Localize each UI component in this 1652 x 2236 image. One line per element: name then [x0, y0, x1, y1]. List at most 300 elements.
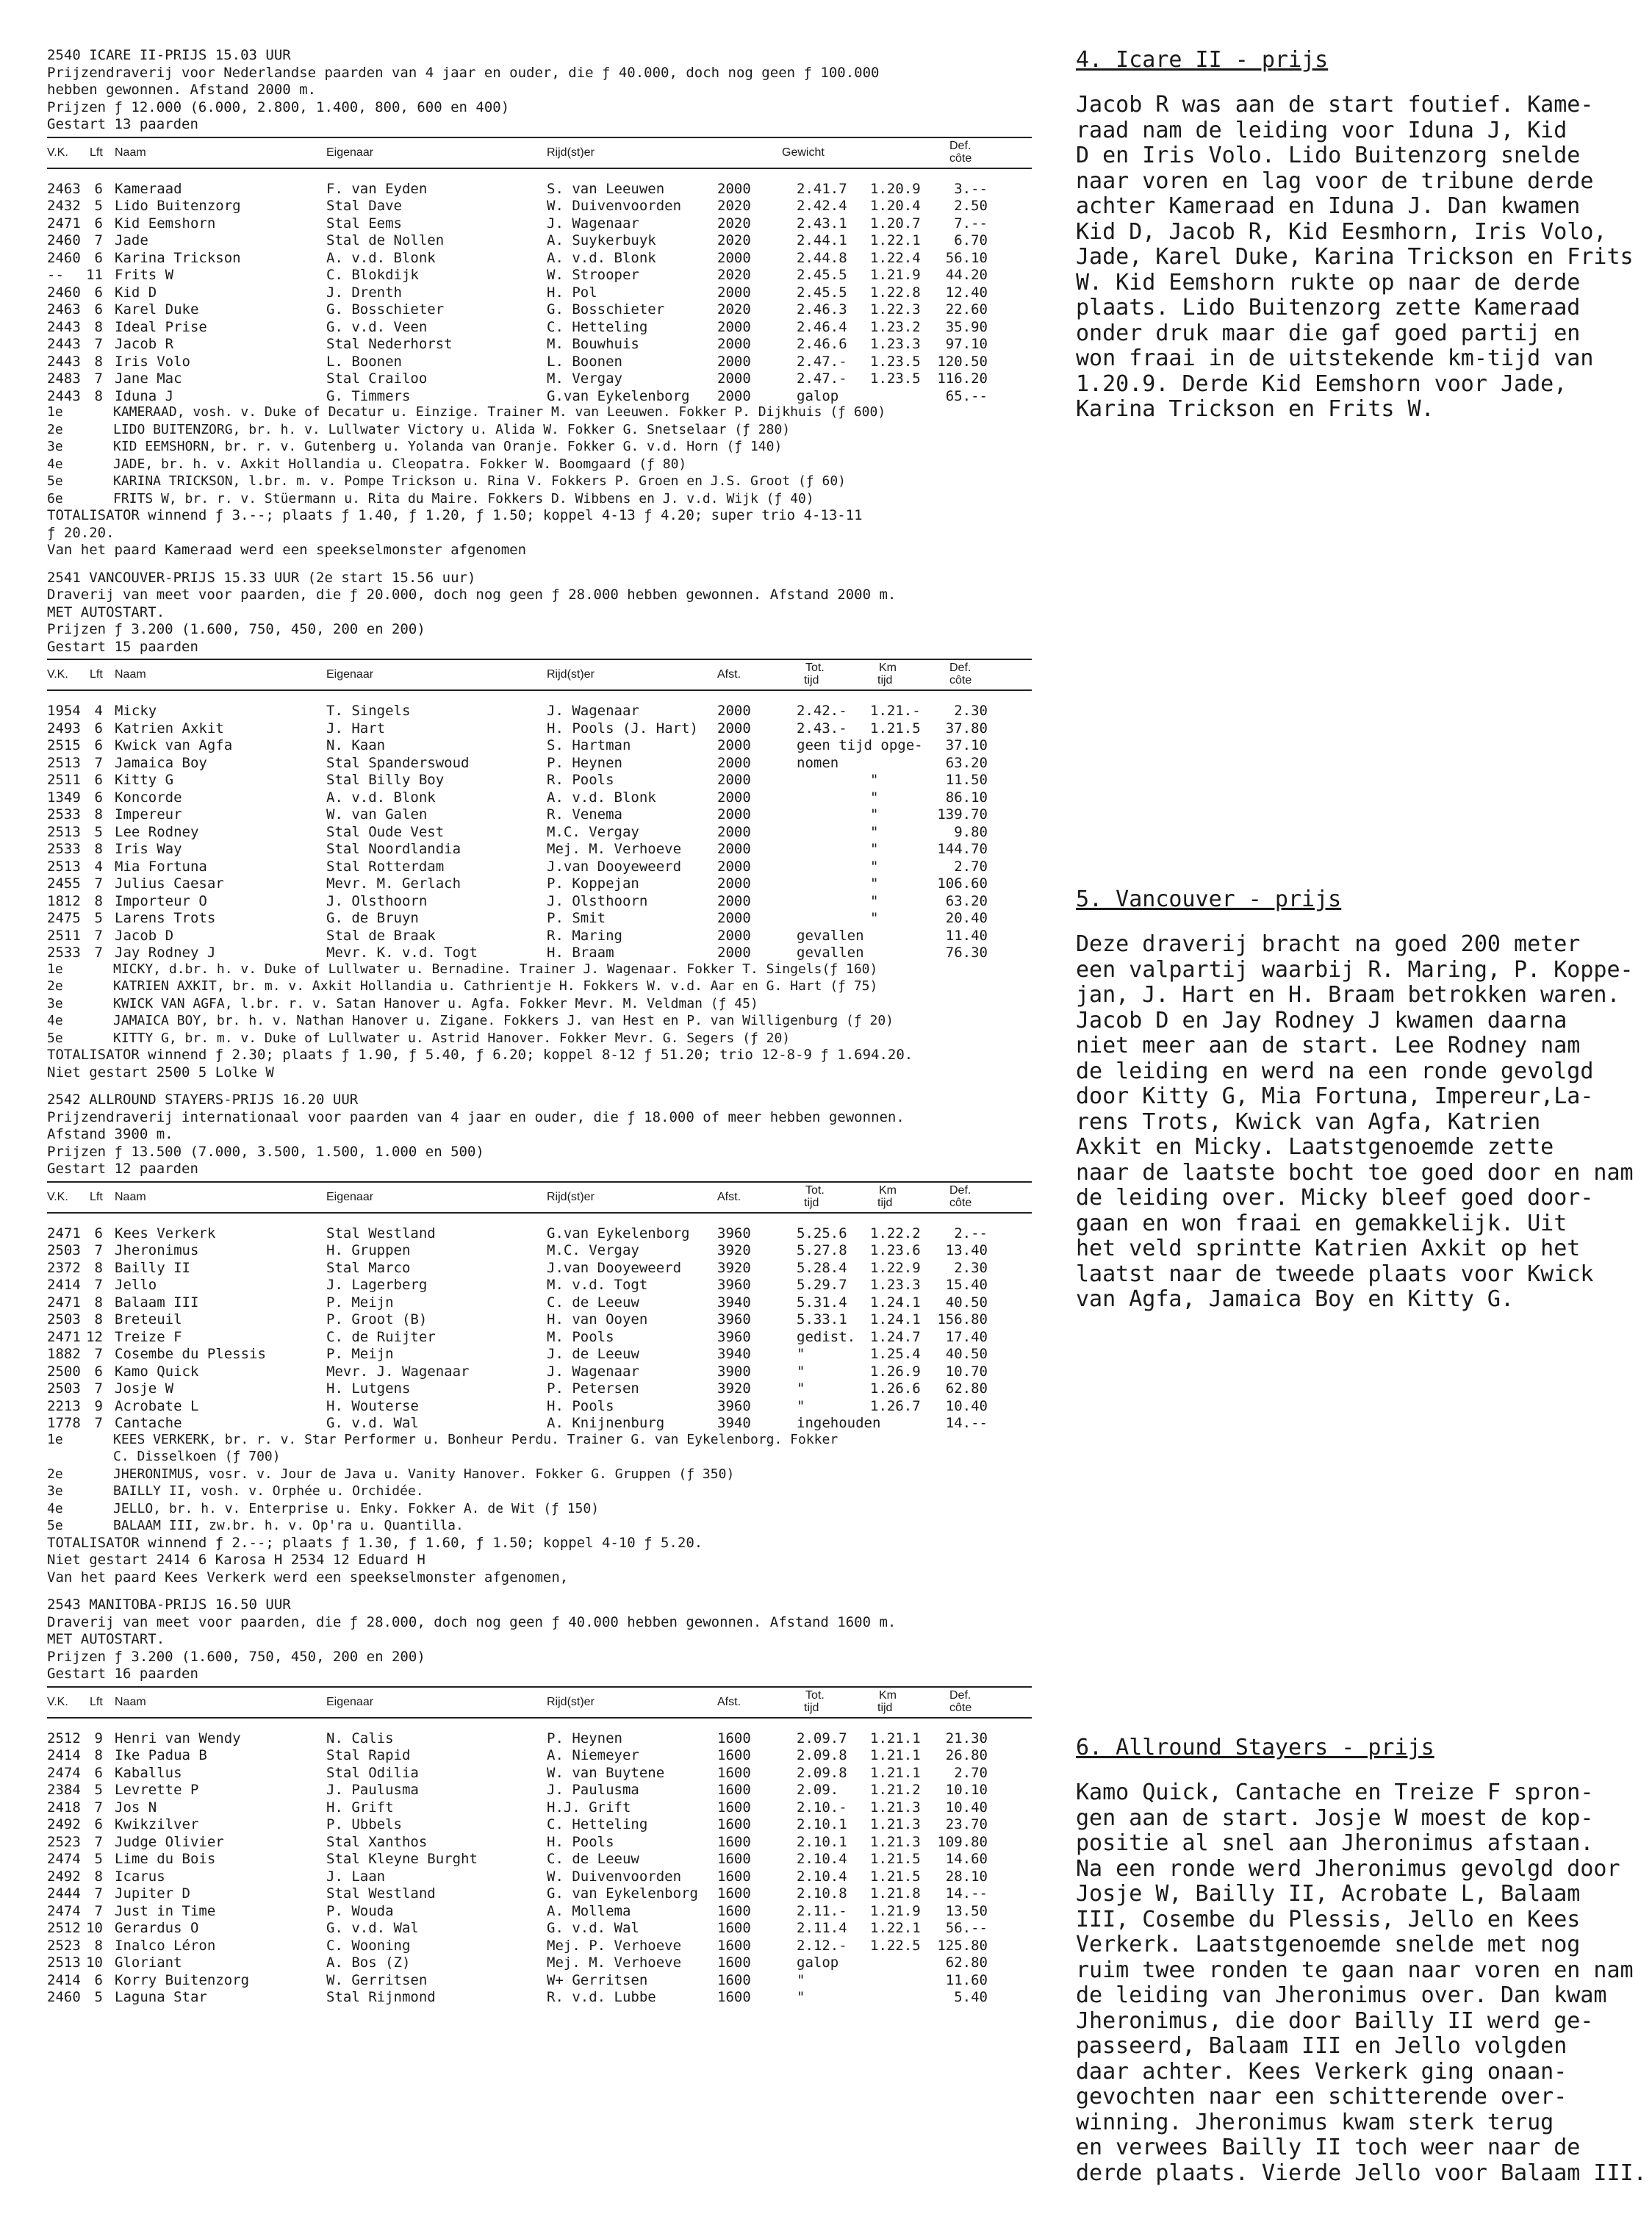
report-line: Kid D, Jacob R, Kid Eesmhorn, Iris Volo,: [1076, 218, 1607, 245]
cell: 2443: [47, 387, 81, 404]
cell: 2000: [717, 841, 751, 857]
table-row: [47, 1258, 1032, 1276]
placing: 6e: [47, 490, 63, 506]
header-k2: tijd: [877, 1196, 893, 1209]
cell: 3920: [717, 1259, 751, 1276]
cell: ": [870, 789, 879, 806]
section-title: 5. Vancouver - prijs: [1076, 886, 1342, 912]
result-text: JELLO, br. h. v. Enterprise u. Enky. Fokker A. de Wit (ƒ 150): [113, 1500, 600, 1516]
cell: 1600: [717, 1747, 751, 1763]
placing: 4e: [47, 1013, 63, 1028]
cell: H.J. Grift: [547, 1799, 631, 1816]
report-line: de leiding van Jheronimus over. Dan kwam: [1076, 1982, 1607, 2008]
cell: 8: [94, 1259, 103, 1276]
cell: 6: [94, 720, 103, 737]
cell: Cosembe du Plessis: [115, 1346, 266, 1362]
cell: 1.22.9: [870, 1259, 921, 1276]
report-line: de leiding over. Micky bleef goed door-: [1076, 1185, 1594, 1211]
cell: N. Kaan: [326, 737, 386, 753]
cell: 2500: [47, 1363, 81, 1380]
cell: 2503: [47, 1242, 81, 1258]
cell: 2.43.-: [797, 720, 847, 737]
report-line: Na een ronde werd Jheronimus gevolgd door: [1076, 1855, 1620, 1882]
report-line: positie al snel aan Jheronimus afstaan.: [1076, 1830, 1594, 1856]
cell: Iris Volo: [115, 353, 190, 370]
cell: 2418: [47, 1799, 81, 1816]
cell: 2513: [47, 823, 81, 840]
header-rijd: Rijd(st)er: [547, 1695, 595, 1708]
result-line: [47, 995, 1032, 1013]
cell: nomen: [797, 754, 839, 771]
placing: 4e: [47, 456, 63, 472]
cell: Jheronimus: [115, 1242, 199, 1258]
cell: 2.09.8: [797, 1747, 847, 1763]
placing: 1e: [47, 404, 63, 420]
cell: M. Vergay: [547, 370, 622, 387]
cell: Iduna J: [115, 387, 174, 404]
cell: Treize F: [115, 1328, 182, 1345]
report-line: gaan en won fraai en gemakkelijk. Uit: [1076, 1210, 1567, 1236]
cell: 1600: [717, 1730, 751, 1746]
placing: 5e: [47, 1030, 63, 1046]
header-rijd: Rijd(st)er: [547, 146, 595, 159]
race-intro-line: Draverij van meet voor paarden, die ƒ 28.000, doch nog geen ƒ 40.000 hebben gewonnen. Afstand 1600 m.: [47, 1613, 897, 1630]
cell: A. Knijnenburg: [547, 1415, 665, 1431]
cell: 2000: [717, 927, 751, 944]
cell: 14.--: [945, 1415, 988, 1431]
cell: 1.22.1: [870, 1920, 921, 1936]
result-text: JAMAICA BOY, br. h. v. Nathan Hanover u. Zigane. Fokkers J. van Hest en P. van Willigenburg (ƒ 20): [113, 1013, 894, 1028]
cell: Stal Westland: [326, 1225, 436, 1241]
cell: 2.45.5: [797, 284, 847, 301]
header-d2: côte: [949, 151, 972, 165]
cell: 1600: [717, 1937, 751, 1954]
cell: 1600: [717, 1954, 751, 1971]
race-intro-line: Afstand 3900 m.: [47, 1126, 173, 1142]
cell: Iris Way: [115, 841, 182, 857]
cell: Jamaica Boy: [115, 754, 207, 771]
cell: 1600: [717, 1764, 751, 1781]
cell: Stal Spanderswoud: [326, 754, 470, 771]
table-row: [47, 318, 1032, 335]
report-section: [1076, 1735, 1647, 2186]
table-row: [47, 369, 1032, 387]
cell: 1.23.2: [870, 318, 921, 335]
table-row: [47, 1815, 1032, 1832]
cell: 63.20: [945, 892, 988, 909]
cell: H. Braam: [547, 945, 614, 961]
result-text: KID EEMSHORN, br. r. v. Gutenberg u. Yolanda van Oranje. Fokker G. v.d. Horn (ƒ 140): [113, 439, 783, 454]
cell: H. Wouterse: [326, 1397, 419, 1414]
report-line: rens Trots, Kwick van Agfa, Katrien: [1076, 1108, 1541, 1135]
header-eig: Eigenaar: [326, 1695, 374, 1708]
table-row: [47, 1884, 1032, 1902]
cell: 6: [94, 249, 103, 266]
table-row: [47, 1780, 1032, 1798]
cell: S. van Leeuwen: [547, 180, 665, 197]
table-row: [47, 788, 1032, 806]
cell: 7: [94, 336, 103, 352]
cell: H. Gruppen: [326, 1242, 411, 1258]
cell: 2000: [717, 353, 751, 370]
report-line: Karina Trickson en Frits W.: [1076, 396, 1434, 422]
cell: J. Lagerberg: [326, 1277, 428, 1293]
result-text: KAMERAAD, vosh. v. Duke of Decatur u. Einzige. Trainer M. van Leeuwen. Fokker P. Dijkhuis (ƒ 600): [113, 404, 886, 420]
cell: 4: [94, 858, 103, 875]
cell: Stal Marco: [326, 1259, 411, 1276]
cell: ": [870, 772, 879, 788]
cell: G. v.d. Veen: [326, 318, 428, 335]
report-line: daar achter. Kees Verkerk ging onaan-: [1076, 2058, 1567, 2085]
cell: Stal Odilia: [326, 1764, 419, 1781]
report-line: gevochten naar een schitterende over-: [1076, 2084, 1567, 2110]
cell: M.C. Vergay: [547, 823, 639, 840]
cell: Jacob R: [115, 336, 174, 352]
table-row: [47, 352, 1032, 370]
cell: 2000: [717, 737, 751, 753]
result-line: [47, 473, 1032, 490]
cell: 2.10.-: [797, 1799, 847, 1816]
result-line: [47, 1500, 1032, 1518]
cell: 2000: [717, 720, 751, 737]
header-vk: V.K.: [47, 1695, 68, 1708]
table-row: [47, 334, 1032, 352]
cell: A. Suykerbuyk: [547, 232, 656, 248]
cell: 44.20: [945, 267, 988, 283]
report-line: Jade, Karel Duke, Karina Trickson en Frits: [1076, 244, 1634, 270]
cell: Gerardus O: [115, 1920, 199, 1936]
cell: 7: [94, 1277, 103, 1293]
cell: 2020: [717, 198, 751, 214]
cell: 5.27.8: [797, 1242, 847, 1258]
cell: 8: [94, 353, 103, 370]
header-naam: Naam: [115, 146, 146, 159]
cell: Frits W: [115, 267, 174, 283]
cell: ": [797, 1380, 805, 1397]
cell: 6: [94, 284, 103, 301]
cell: G. v.d. Wal: [547, 1920, 639, 1936]
cell: 1600: [717, 1989, 751, 2005]
cell: P. Heynen: [547, 1730, 622, 1746]
table-row: [47, 1798, 1032, 1816]
cell: 37.80: [945, 720, 988, 737]
cell: 2213: [47, 1397, 81, 1414]
cell: Mej. M. Verhoeve: [547, 1954, 682, 1971]
cell: 56.10: [945, 249, 988, 266]
cell: galop: [797, 387, 839, 404]
cell: A. Mollema: [547, 1902, 631, 1919]
result-line: [47, 978, 1032, 995]
cell: C. de Leeuw: [547, 1851, 639, 1867]
header-t2: tijd: [804, 674, 819, 687]
cell: 3960: [717, 1225, 751, 1241]
cell: 2.46.6: [797, 336, 847, 352]
cell: Just in Time: [115, 1902, 216, 1919]
cell: 21.30: [945, 1730, 988, 1746]
report-line: W. Kid Eemshorn rukte op naar de derde: [1076, 269, 1581, 295]
cell: 5.25.6: [797, 1225, 847, 1241]
cell: 2414: [47, 1747, 81, 1763]
cell: Stal de Nollen: [326, 232, 445, 248]
race-footer-line: TOTALISATOR winnend ƒ 2.--; plaats ƒ 1.30, ƒ 1.60, ƒ 1.50; koppel 4-10 ƒ 5.20.: [47, 1534, 703, 1551]
header-naam: Naam: [115, 1695, 146, 1708]
table-row: [47, 1379, 1032, 1397]
cell: 8: [94, 841, 103, 857]
cell: H. Pol: [547, 284, 597, 301]
cell: 2492: [47, 1868, 81, 1885]
cell: 8: [94, 318, 103, 335]
race-intro-line: MET AUTOSTART.: [47, 1631, 165, 1647]
result-text: JHERONIMUS, vosr. v. Jour de Java u. Vanity Hanover. Fokker G. Gruppen (ƒ 350): [113, 1466, 735, 1482]
cell: 1600: [717, 1833, 751, 1850]
table-row: [47, 196, 1032, 214]
cell: 144.70: [937, 841, 988, 857]
report-line: en verwees Bailly II toch weer naar de: [1076, 2135, 1581, 2160]
cell: G.van Eykelenborg: [547, 1225, 690, 1241]
cell: ": [797, 1397, 805, 1414]
cell: 9: [94, 1397, 103, 1414]
cell: 2000: [717, 318, 751, 335]
cell: 2460: [47, 249, 81, 266]
table-row: [47, 214, 1032, 232]
cell: Stal Kleyne Burght: [326, 1851, 478, 1867]
cell: 1.20.9: [870, 180, 921, 197]
cell: 2414: [47, 1277, 81, 1293]
cell: Kees Verkerk: [115, 1225, 216, 1241]
results-column: [47, 47, 1032, 2015]
race-footer-line: Van het paard Kees Verkerk werd een speekselmonster afgenomen,: [47, 1569, 569, 1585]
header-rijd: Rijd(st)er: [547, 668, 595, 681]
race-intro-line: 2542 ALLROUND STAYERS-PRIJS 16.20 UUR: [47, 1092, 359, 1108]
cell: Stal Noordlandia: [326, 841, 462, 857]
cell: 5: [94, 1851, 103, 1867]
cell: 9.80: [954, 823, 988, 840]
placing: 2e: [47, 978, 63, 994]
header-d1: Def.: [949, 1183, 972, 1197]
result-line: [47, 421, 1032, 439]
cell: 3960: [717, 1311, 751, 1327]
cell: 2000: [717, 249, 751, 266]
cell: 2471: [47, 1225, 81, 1241]
cell: 1.24.1: [870, 1311, 921, 1327]
cell: P. Wouda: [326, 1902, 394, 1919]
table-header: [47, 1686, 1032, 1719]
cell: 7: [94, 754, 103, 771]
cell: 1.20.7: [870, 215, 921, 232]
table-header: [47, 659, 1032, 691]
cell: 10: [86, 1920, 103, 1936]
cell: 7: [94, 1885, 103, 1902]
report-line: jan, J. Hart en H. Braam betrokken waren.: [1076, 982, 1620, 1008]
result-text: KATRIEN AXKIT, br. m. v. Axkit Hollandia u. Cathrientje H. Fokkers W. v.d. Aar en G. Hart (ƒ 75): [113, 978, 878, 994]
cell: ": [870, 841, 879, 857]
table-row: [47, 857, 1032, 875]
table-row: [47, 1902, 1032, 1919]
placing: 4e: [47, 1500, 63, 1516]
result-text: KARINA TRICKSON, l.br. m. v. Pompe Trickson u. Rina V. Fokkers P. Groen en J.S. Groot (ƒ 60): [113, 473, 846, 489]
cell: 2511: [47, 772, 81, 788]
cell: 12.40: [945, 284, 988, 301]
cell: ingehouden: [797, 1415, 881, 1431]
cell: 6: [94, 180, 103, 197]
cell: 11.60: [945, 1971, 988, 1988]
cell: --: [47, 267, 64, 283]
cell: 8: [94, 1311, 103, 1327]
cell: 2.44.1: [797, 232, 847, 248]
table-row: [47, 283, 1032, 301]
cell: 2000: [717, 806, 751, 823]
cell: 6: [94, 1764, 103, 1781]
report-line: Josje W, Bailly II, Acrobate L, Balaam: [1076, 1881, 1581, 1907]
result-text: KITTY G, br. m. v. Duke of Lullwater u. Astrid Hanover. Fokker Mevr. G. Segers (ƒ 20): [113, 1030, 791, 1046]
table-row: [47, 1918, 1032, 1936]
race-footer-line: TOTALISATOR winnend ƒ 3.--; plaats ƒ 1.40, ƒ 1.20, ƒ 1.50; koppel 4-13 ƒ 4.20; super trio 4-13-11: [47, 507, 863, 523]
header-lft: Lft: [90, 668, 103, 681]
result-line: [47, 1012, 1032, 1030]
table-row: [47, 1832, 1032, 1850]
race-footer-line: Van het paard Kameraad werd een speekselmonster afgenomen: [47, 542, 527, 558]
cell: 3960: [717, 1328, 751, 1345]
cell: Kid D: [115, 284, 157, 301]
header-vk: V.K.: [47, 1190, 68, 1203]
cell: Judge Olivier: [115, 1833, 224, 1850]
cell: A. v.d. Blonk: [547, 249, 656, 266]
cell: 13.40: [945, 1242, 988, 1258]
cell: gevallen: [797, 945, 864, 961]
cell: Kaballus: [115, 1764, 182, 1781]
cell: 2460: [47, 1989, 81, 2005]
table-row: [47, 1729, 1032, 1746]
cell: 13.50: [945, 1902, 988, 1919]
cell: Kamo Quick: [115, 1363, 199, 1380]
race-intro-line: Prijzen ƒ 12.000 (6.000, 2.800, 1.400, 800, 600 en 400): [47, 98, 510, 115]
result-text: LIDO BUITENZORG, br. h. v. Lullwater Victory u. Alida W. Fokker G. Snetselaar (ƒ 280): [113, 421, 791, 437]
report-line: laatst naar de tweede plaats voor Kwick: [1076, 1261, 1594, 1287]
header-k2: tijd: [877, 674, 893, 687]
cell: 2443: [47, 353, 81, 370]
report-line: naar voren en lag voor de tribune derde: [1076, 168, 1594, 194]
cell: ": [870, 910, 879, 926]
placing: 1e: [47, 1431, 63, 1447]
table-header: [47, 1181, 1032, 1214]
cell: 1.24.1: [870, 1294, 921, 1311]
cell: J. Wagenaar: [547, 703, 639, 719]
table-row: [47, 1310, 1032, 1327]
cell: ": [870, 875, 879, 892]
cell: 2515: [47, 737, 81, 753]
cell: 2.09.8: [797, 1764, 847, 1781]
race-intro-line: hebben gewonnen. Afstand 2000 m.: [47, 82, 317, 98]
cell: Stal Dave: [326, 198, 402, 214]
cell: 2455: [47, 875, 81, 892]
race-intro-line: Draverij van meet voor paarden, die ƒ 20.000, doch nog geen ƒ 28.000 hebben gewonnen. Afstand 2000 m.: [47, 587, 897, 603]
cell: 3940: [717, 1415, 751, 1431]
cell: 3960: [717, 1277, 751, 1293]
cell: Stal Nederhorst: [326, 336, 453, 352]
cell: P. Smit: [547, 910, 606, 926]
cell: 2483: [47, 370, 81, 387]
table-row: [47, 719, 1032, 737]
cell: 1.22.4: [870, 249, 921, 266]
placing: 3e: [47, 1483, 63, 1499]
result-line: [47, 1448, 1032, 1466]
cell: Jello: [115, 1277, 157, 1293]
report-line: van Agfa, Jamaica Boy en Kitty G.: [1076, 1286, 1515, 1312]
result-line: [47, 1517, 1032, 1535]
table-row: [47, 1224, 1032, 1241]
table-row: [47, 909, 1032, 926]
cell: 3940: [717, 1294, 751, 1311]
cell: 8: [94, 387, 103, 404]
cell: 5: [94, 823, 103, 840]
table-row: [47, 1275, 1032, 1293]
section-body: [1076, 1780, 1647, 2186]
header-d1: Def.: [949, 662, 972, 674]
cell: 62.80: [945, 1380, 988, 1397]
result-line: [47, 961, 1032, 978]
table-header: [47, 137, 1032, 169]
cell: 10: [86, 1954, 103, 1971]
cell: geen tijd opge-: [797, 737, 923, 753]
cell: Stal Billy Boy: [326, 772, 445, 788]
cell: Julius Caesar: [115, 875, 224, 892]
cell: ": [870, 858, 879, 875]
cell: 10.10: [945, 1782, 988, 1798]
cell: 2533: [47, 841, 81, 857]
cell: 1.26.9: [870, 1363, 921, 1380]
race-intro-line: 2541 VANCOUVER-PRIJS 15.33 UUR (2e start 15.56 uur): [47, 569, 476, 586]
cell: 1.21.2: [870, 1782, 921, 1798]
cell: 2512: [47, 1920, 81, 1936]
cell: 1.21.8: [870, 1885, 921, 1902]
cell: 1778: [47, 1415, 81, 1431]
cell: 1.23.6: [870, 1242, 921, 1258]
cell: Mevr. K. v.d. Togt: [326, 945, 478, 961]
report-section: [1076, 886, 1634, 1313]
cell: W+ Gerritsen: [547, 1971, 648, 1988]
report-line: Jacob D en Jay Rodney J kwamen daarna: [1076, 1007, 1567, 1033]
race-block: [47, 1597, 1032, 2005]
cell: 2513: [47, 754, 81, 771]
cell: 1600: [717, 1902, 751, 1919]
cell: 1600: [717, 1971, 751, 1988]
cell: 7: [94, 1380, 103, 1397]
cell: 1600: [717, 1851, 751, 1867]
header-t2: tijd: [804, 1701, 819, 1714]
cell: 1.22.2: [870, 1225, 921, 1241]
cell: 1.22.8: [870, 284, 921, 301]
cell: 10.40: [945, 1397, 988, 1414]
cell: 7: [94, 1415, 103, 1431]
cell: 5.31.4: [797, 1294, 847, 1311]
table-row: [47, 1867, 1032, 1885]
table-row: [47, 1241, 1032, 1258]
cell: A. Bos (Z): [326, 1954, 411, 1971]
cell: 20.40: [945, 910, 988, 926]
cell: ": [870, 806, 879, 823]
header-rijd: Rijd(st)er: [547, 1190, 595, 1203]
cell: 10.40: [945, 1799, 988, 1816]
cell: 6: [94, 1225, 103, 1241]
cell: R. Venema: [547, 806, 622, 823]
cell: 2.50: [954, 198, 988, 214]
cell: P. Ubbels: [326, 1816, 402, 1832]
cell: Laguna Star: [115, 1989, 207, 2005]
cell: 5: [94, 1782, 103, 1798]
cell: Breteuil: [115, 1311, 182, 1327]
result-line: [47, 1483, 1032, 1500]
cell: 7.--: [954, 215, 988, 232]
